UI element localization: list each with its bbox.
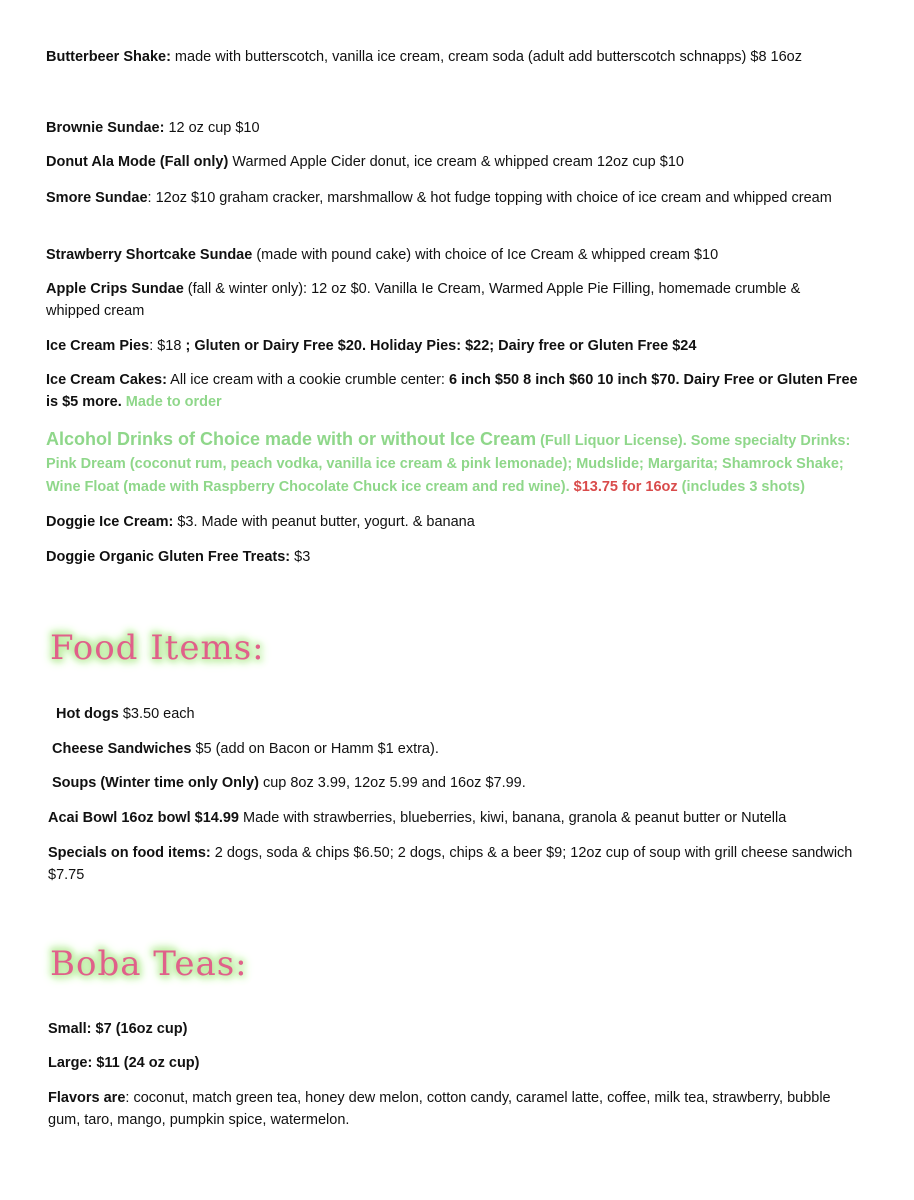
item-text: (made with pound cake) with choice of Ice Cream & whipped cream $10 xyxy=(252,247,719,263)
item-label: Acai Bowl 16oz bowl $14.99 xyxy=(48,810,239,826)
item-prices: 6 inch $50 8 inch $60 10 inch $70. Dairy Free or Gluten Free is $5 more. xyxy=(46,372,858,410)
item-text: made with butterscotch, vanilla ice cream, cream soda (adult add butterscotch schnapps) $8 16oz xyxy=(170,49,802,65)
item-label: Butterbeer Shake: xyxy=(46,49,171,65)
item-text: $5 (add on Bacon or Hamm $1 extra). xyxy=(191,741,439,757)
made-to-order-note: Made to order xyxy=(121,394,222,410)
menu-item-donut-ala-mode xyxy=(46,151,858,173)
item-text: (fall & winter only): 12 oz $0. Vanilla Ie Cream, Warmed Apple Pie Filling, homemade crumble & whipped cream xyxy=(46,281,801,319)
item-text: cup 8oz 3.99, 12oz 5.99 and 16oz $7.99. xyxy=(258,775,526,791)
menu-item-ice-cream-cakes xyxy=(46,369,858,413)
item-text: $3.50 each xyxy=(118,706,195,722)
item-label: Smore Sundae xyxy=(46,190,148,206)
item-text: 2 dogs, soda & chips $6.50; 2 dogs, chips & a beer $9; 12oz cup of soup with grill cheese sandwich $7.75 xyxy=(48,845,853,883)
item-label: Strawberry Shortcake Sundae xyxy=(46,247,253,263)
item-label: Doggie Ice Cream: xyxy=(46,514,174,530)
item-text: : 12oz $10 graham cracker, marshmallow & hot fudge topping with choice of ice cream and whipped cream xyxy=(147,190,832,206)
item-label: Doggie Organic Gluten Free Treats: xyxy=(46,549,291,565)
menu-item-doggie-treats xyxy=(46,546,858,568)
alcohol-note: (includes 3 shots) xyxy=(677,479,805,495)
food-item-acai-bowl xyxy=(48,807,858,829)
menu-item-ice-cream-pies xyxy=(46,335,858,357)
item-label: Apple Crips Sundae xyxy=(46,281,184,297)
flavors-label: Flavors are xyxy=(48,1090,126,1106)
menu-item-butterbeer-shake xyxy=(46,46,858,68)
food-items-heading: Food Items: xyxy=(50,628,265,668)
alcohol-price: $13.75 for 16oz xyxy=(573,479,678,495)
food-item-soups xyxy=(52,772,858,794)
alcohol-body: (Full Liquor License). Some specialty Drinks: Pink Dream (coconut rum, peach vodka, vanilla ice cream & pink lemonade); Mudslide; Margarita; Shamrock Shake; Wine Float (made with Raspberry Chocolate Chuck ice cream and red wine). xyxy=(46,433,851,495)
item-extra: ; Gluten or Dairy Free $20. Holiday Pies: $22; Dairy free or Gluten Free $24 xyxy=(185,338,697,354)
alcohol-title: Alcohol Drinks of Choice made with or without Ice Cream xyxy=(46,429,537,449)
menu-item-doggie-ice-cream xyxy=(46,511,858,533)
boba-large: Large: $11 (24 oz cup) xyxy=(48,1055,200,1071)
item-text: 12 oz cup $10 xyxy=(164,120,260,136)
menu-item-strawberry-shortcake xyxy=(46,244,858,266)
food-item-specials xyxy=(48,842,858,886)
flavors-text: : coconut, match green tea, honey dew melon, cotton candy, caramel latte, coffee, milk tea, strawberry, bubble gum, taro, mango, pumpkin spice, watermelon. xyxy=(48,1090,831,1128)
item-label: Cheese Sandwiches xyxy=(52,741,192,757)
item-price: : $18 xyxy=(149,338,186,354)
item-label: Hot dogs xyxy=(56,706,119,722)
menu-item-brownie-sundae xyxy=(46,117,858,139)
item-label: Ice Cream Cakes: xyxy=(46,372,167,388)
food-item-hot-dogs xyxy=(56,703,858,725)
boba-small: Small: $7 (16oz cup) xyxy=(48,1021,188,1037)
item-label: Brownie Sundae: xyxy=(46,120,165,136)
food-item-cheese-sandwiches xyxy=(52,738,858,760)
menu-item-apple-crips-sundae xyxy=(46,278,858,322)
boba-teas-heading: Boba Teas: xyxy=(50,944,248,984)
item-label: Donut Ala Mode (Fall only) xyxy=(46,154,229,170)
item-label: Specials on food items: xyxy=(48,845,211,861)
item-label: Ice Cream Pies xyxy=(46,338,150,354)
item-label: Soups (Winter time only Only) xyxy=(52,775,259,791)
item-text: Warmed Apple Cider donut, ice cream & whipped cream 12oz cup $10 xyxy=(228,154,684,170)
boba-flavors xyxy=(48,1087,858,1131)
item-text: $3. Made with peanut butter, yogurt. & banana xyxy=(173,514,475,530)
alcohol-drinks-block xyxy=(46,428,858,499)
item-text: Made with strawberries, blueberries, kiwi, banana, granola & peanut butter or Nutella xyxy=(239,810,787,826)
item-text: $3 xyxy=(290,549,311,565)
item-text: All ice cream with a cookie crumble center: xyxy=(166,372,449,388)
menu-item-smore-sundae xyxy=(46,187,858,209)
